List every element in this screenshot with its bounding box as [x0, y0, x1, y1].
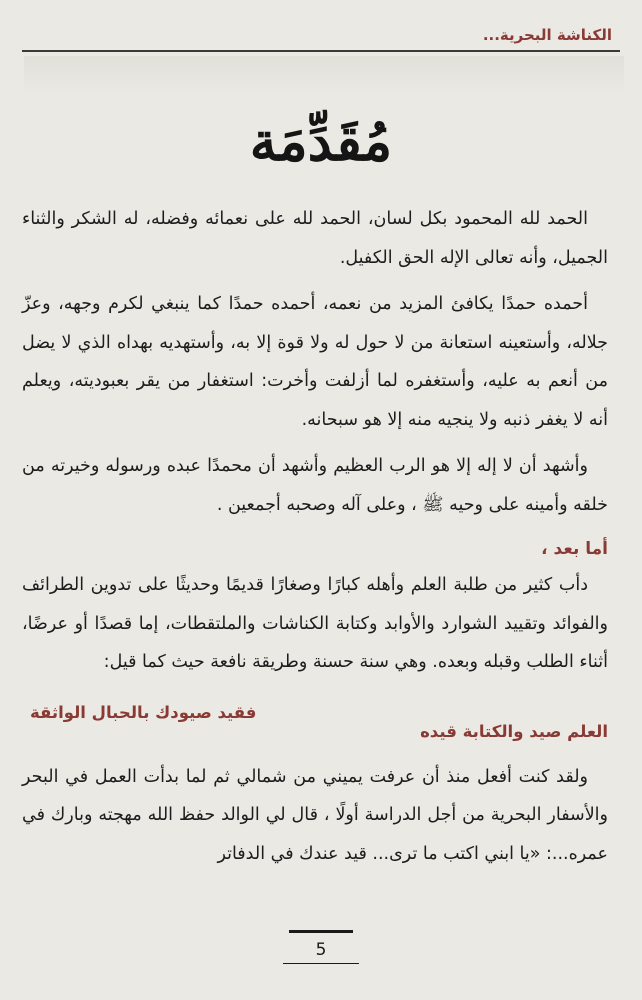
page-number-bottom-rule	[283, 963, 359, 964]
chapter-heading: مُقَدِّمَة	[249, 109, 393, 173]
paragraph: أحمده حمدًا يكافئ المزيد من نعمه، أحمده حمدًا كما ينبغي لكرم وجهه، وعزّ جلاله، وأستعينه استعانة من لا حول له ولا قوة إلا به، وأستهديه بهداه الذي لا يضل من أنعم به عليه، وأستغفره لما أزلفت وأخرت: استغفار من يقر بعبوديته، ويعلم أنه لا يغفر ذنبه ولا ينجيه منه إلا هو سبحانه.	[22, 294, 608, 430]
bleed-through-shade	[24, 56, 624, 96]
body-text	[22, 200, 608, 881]
page-footer	[0, 930, 642, 970]
paragraph: الحمد لله المحمود بكل لسان، الحمد لله على نعمائه وفضله، له الشكر والثناء الجميل، وأنه تعالى الإله الحق الكفيل.	[22, 209, 608, 268]
running-head	[22, 24, 620, 50]
paragraph: ولقد كنت أفعل منذ أن عرفت يميني من شمالي ثم لما بدأت العمل في البحر والأسفار البحرية من أجل الدراسة أولًا ، قال لي الوالد حفظ الله مهجته وبارك في عمره...: «يا ابني اكتب ما ترى... قيد عندك في الدفاتر	[22, 766, 608, 864]
paragraph: وأشهد أن لا إله إلا هو الرب العظيم وأشهد أن محمدًا عبده ورسوله وخيرته من خلقه وأمينه على وحيه ﷺ ، وعلى آله وصحبه أجمعين .	[22, 456, 608, 515]
page-number: 5	[315, 940, 327, 960]
poetry-verse	[22, 690, 608, 754]
verse-first-hemistich: العلم صيد والكتابة قيده	[420, 722, 608, 741]
paragraph: دأب كثير من طلبة العلم وأهله كبارًا وصغارًا قديمًا وحديثًا على تدوين الطرائف والفوائد وتقييد الشوارد والأوابد وكتابة الكناشات والملتقطات، إما قصدًا أو عرضًا، أثناء الطلب وقبله وبعده. وهي سنة حسنة وطريقة نافعة حيث كما قيل:	[22, 575, 608, 672]
header-rule	[22, 50, 620, 52]
verse-second-hemistich: فقيد صيودك بالحبال الواثقة	[30, 702, 257, 722]
page-number-top-rule	[289, 930, 353, 933]
amma-baad-subheading: أما بعد ،	[541, 539, 608, 559]
running-head-title: الكناشة البحرية...	[482, 26, 612, 44]
